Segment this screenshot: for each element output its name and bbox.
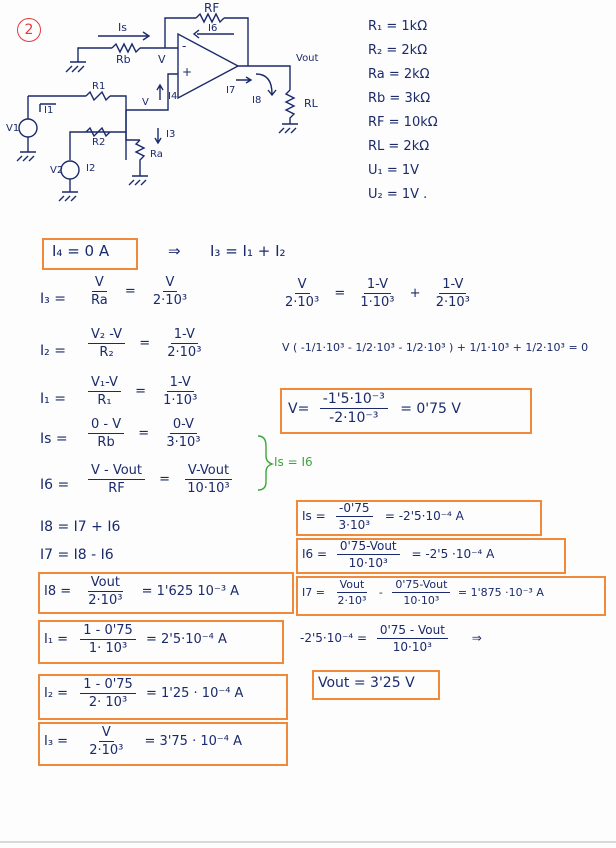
source-v1 — [19, 119, 37, 137]
numerator: Vout — [88, 576, 123, 592]
denominator: 2· 10³ — [88, 695, 128, 710]
numerator: -0'75 — [336, 502, 373, 517]
eq-v-result — [288, 392, 461, 425]
relation-lhs: -2'5·10⁻⁴ = — [300, 631, 367, 645]
i2-label: I₂ = — [44, 686, 69, 701]
equals: = — [139, 336, 151, 351]
label-v2: V2 — [50, 165, 64, 176]
numerator: 1-V — [364, 278, 391, 294]
label-is: Is — [118, 21, 127, 34]
numerator: 1-V — [439, 278, 466, 294]
label-i7: I7 — [226, 85, 236, 96]
numerator: 0'75 - Vout — [377, 624, 448, 639]
eq-i3-frac1 — [88, 276, 190, 307]
eq-i3-lhs: I₃ = — [40, 291, 66, 307]
denominator: 2·10³ — [285, 295, 320, 310]
denominator: 2·10³ — [89, 743, 124, 758]
given-rf: RF = 10kΩ — [368, 115, 438, 130]
denominator: 10·10³ — [348, 556, 388, 570]
numerator: V — [163, 276, 178, 292]
eq-i4: I₄ = 0 A — [52, 242, 110, 260]
resistor-ra — [136, 140, 144, 176]
wire — [78, 48, 112, 62]
denominator: 10·10³ — [392, 640, 432, 654]
eq-i3-value — [44, 726, 242, 757]
resistor-rl — [286, 90, 294, 124]
wire — [140, 18, 196, 48]
givens-list — [368, 20, 438, 212]
eq-i6-fracs — [88, 464, 233, 495]
numerator: Vout — [337, 579, 368, 593]
numerator: V — [92, 276, 107, 292]
problem-number: 2 — [17, 18, 41, 42]
v-value: = 0'75 V — [400, 400, 461, 417]
equals: = — [124, 284, 136, 299]
label-vout: Vout — [296, 53, 319, 64]
eq-i8-sum: I8 = I7 + I6 — [40, 519, 121, 535]
denominator: R₂ — [99, 345, 114, 360]
is-label: Is = — [302, 509, 326, 523]
denominator: 2·10³ — [435, 295, 470, 310]
numerator: 1-V — [167, 376, 194, 392]
eq-node — [282, 278, 473, 309]
v-label: V= — [288, 400, 310, 417]
i7-value: = 1'875 ·10⁻³ A — [457, 585, 544, 599]
plus: + — [409, 286, 421, 301]
i6-label: I6 = — [302, 547, 328, 561]
given-u1: U₁ = 1V — [368, 163, 420, 178]
denominator: RF — [108, 481, 125, 496]
denominator: 3·10³ — [338, 518, 371, 532]
label-r1: R1 — [92, 81, 106, 92]
eq-i2-value — [44, 678, 243, 709]
i8-label: I8 = — [44, 584, 72, 599]
eq-i3-sum: I₃ = I₁ + I₂ — [210, 242, 286, 260]
i6-value: = -2'5 ·10⁻⁴ A — [411, 547, 495, 561]
label-v-top: V — [158, 53, 166, 66]
implies-arrow: ⇒ — [471, 631, 482, 645]
label-rl: RL — [304, 97, 318, 110]
given-rl: RL = 2kΩ — [368, 139, 430, 154]
denominator: -2·10⁻³ — [329, 410, 379, 426]
eq-is-lhs: Is = — [40, 431, 68, 447]
label-r2: R2 — [92, 137, 106, 148]
eq-i2-fracs — [88, 328, 204, 359]
numerator: 0'75-Vout — [337, 540, 400, 555]
eq-is-fracs — [88, 418, 203, 449]
label-plus: + — [182, 65, 193, 79]
equals: = — [159, 472, 171, 487]
label-i2: I2 — [86, 163, 96, 174]
label-v-mid: V — [142, 97, 149, 108]
label-ra: Ra — [150, 149, 163, 160]
eq-is-equals-i6: Is = I6 — [274, 455, 313, 469]
resistor-rb — [112, 44, 140, 52]
eq-i8-value — [44, 576, 239, 607]
i3-value: = 3'75 · 10⁻⁴ A — [144, 734, 242, 749]
label-i8: I8 — [252, 95, 262, 106]
denominator: 2·10³ — [337, 594, 367, 607]
eq-i6-lhs: I6 = — [40, 477, 70, 493]
equals: = — [334, 286, 346, 301]
given-r2: R₂ = 2kΩ — [368, 43, 428, 58]
i3-label: I₃ = — [44, 734, 69, 749]
numerator: V-Vout — [185, 464, 232, 480]
denominator: R₁ — [97, 393, 112, 408]
numerator: V₁-V — [88, 376, 121, 392]
eq-i1-value — [44, 624, 227, 655]
resistor-r1 — [86, 92, 110, 100]
i2-value: = 1'25 · 10⁻⁴ A — [145, 686, 244, 701]
resistor-rf — [196, 14, 224, 22]
ground-symbol — [66, 62, 86, 72]
wire — [126, 110, 140, 140]
brace — [258, 436, 272, 490]
numerator: V — [99, 726, 114, 742]
denominator: 1· 10³ — [88, 641, 128, 656]
eq-v-expansion: V ( -1/1·10³ - 1/2·10³ - 1/2·10³ ) + 1/1·10³ + 1/2·10³ = 0 — [282, 341, 589, 354]
equals: = — [138, 426, 150, 441]
eq-i6-value — [302, 540, 494, 569]
numerator: 0'75-Vout — [392, 579, 450, 593]
denominator: Ra — [91, 293, 108, 308]
label-rb: Rb — [116, 53, 131, 66]
label-i3: I3 — [166, 129, 176, 140]
wire — [224, 18, 248, 66]
label-rf: RF — [204, 1, 220, 15]
implies-arrow: ⇒ — [168, 242, 181, 260]
numerator: V - Vout — [88, 464, 145, 480]
denominator: 10·10³ — [403, 594, 440, 607]
given-ra: Ra = 2kΩ — [368, 67, 430, 82]
denominator: 1·10³ — [360, 295, 395, 310]
eq-i7-diff: I7 = I8 - I6 — [40, 547, 114, 563]
denominator: 3·10³ — [166, 435, 201, 450]
i7-label: I7 = — [302, 585, 325, 599]
ground-symbol — [279, 124, 298, 133]
numerator: V — [295, 278, 310, 294]
given-rb: Rb = 3kΩ — [368, 91, 431, 106]
denominator: 2·10³ — [167, 345, 202, 360]
i8-value: = 1'625 10⁻³ A — [141, 584, 240, 599]
arrow-i8 — [256, 74, 276, 95]
numerator: 1-V — [171, 328, 198, 344]
eq-vout-relation — [300, 624, 482, 653]
eq-i1-lhs: I₁ = — [40, 391, 66, 407]
denominator: 1·10³ — [163, 393, 198, 408]
label-i1: I1 — [44, 105, 54, 116]
ground-symbol — [17, 152, 36, 161]
given-u2: U₂ = 1V . — [368, 187, 428, 202]
eq-i2-lhs: I₂ = — [40, 343, 66, 359]
numerator: 0-V — [170, 418, 197, 434]
label-i4: I4 — [168, 91, 178, 102]
ground-symbol — [59, 192, 78, 201]
wire — [86, 96, 126, 160]
given-r1: R₁ = 1kΩ — [368, 19, 428, 34]
eq-i1-fracs — [88, 376, 200, 407]
numerator: -1'5·10⁻³ — [320, 392, 388, 409]
denominator: 10·10³ — [187, 481, 230, 496]
i1-value: = 2'5·10⁻⁴ A — [145, 632, 227, 647]
numerator: 0 - V — [88, 418, 124, 434]
arrow-i3 — [155, 128, 161, 143]
numerator: V₂ -V — [88, 328, 125, 344]
label-v1: V1 — [6, 123, 20, 134]
denominator: Rb — [97, 435, 115, 450]
numerator: 1 - 0'75 — [80, 624, 136, 640]
equals: = — [135, 384, 146, 399]
eq-is-value — [302, 502, 464, 531]
minus: - — [378, 585, 383, 599]
denominator: 2·10³ — [88, 593, 123, 608]
arrow-i7 — [236, 77, 251, 83]
denominator: 2·10³ — [152, 293, 188, 308]
eq-i7-value — [302, 579, 544, 606]
label-i6: I6 — [208, 23, 218, 34]
ground-symbol — [129, 176, 148, 185]
is-value: = -2'5·10⁻⁴ A — [384, 509, 464, 523]
source-v2 — [61, 161, 79, 179]
label-minus: - — [182, 39, 187, 53]
numerator: 1 - 0'75 — [80, 678, 136, 694]
wire — [238, 66, 290, 90]
arrow-i4 — [157, 85, 163, 100]
eq-vout-result: Vout = 3'25 V — [318, 675, 415, 691]
i1-label: I₁ = — [44, 632, 69, 647]
wire — [70, 132, 86, 160]
